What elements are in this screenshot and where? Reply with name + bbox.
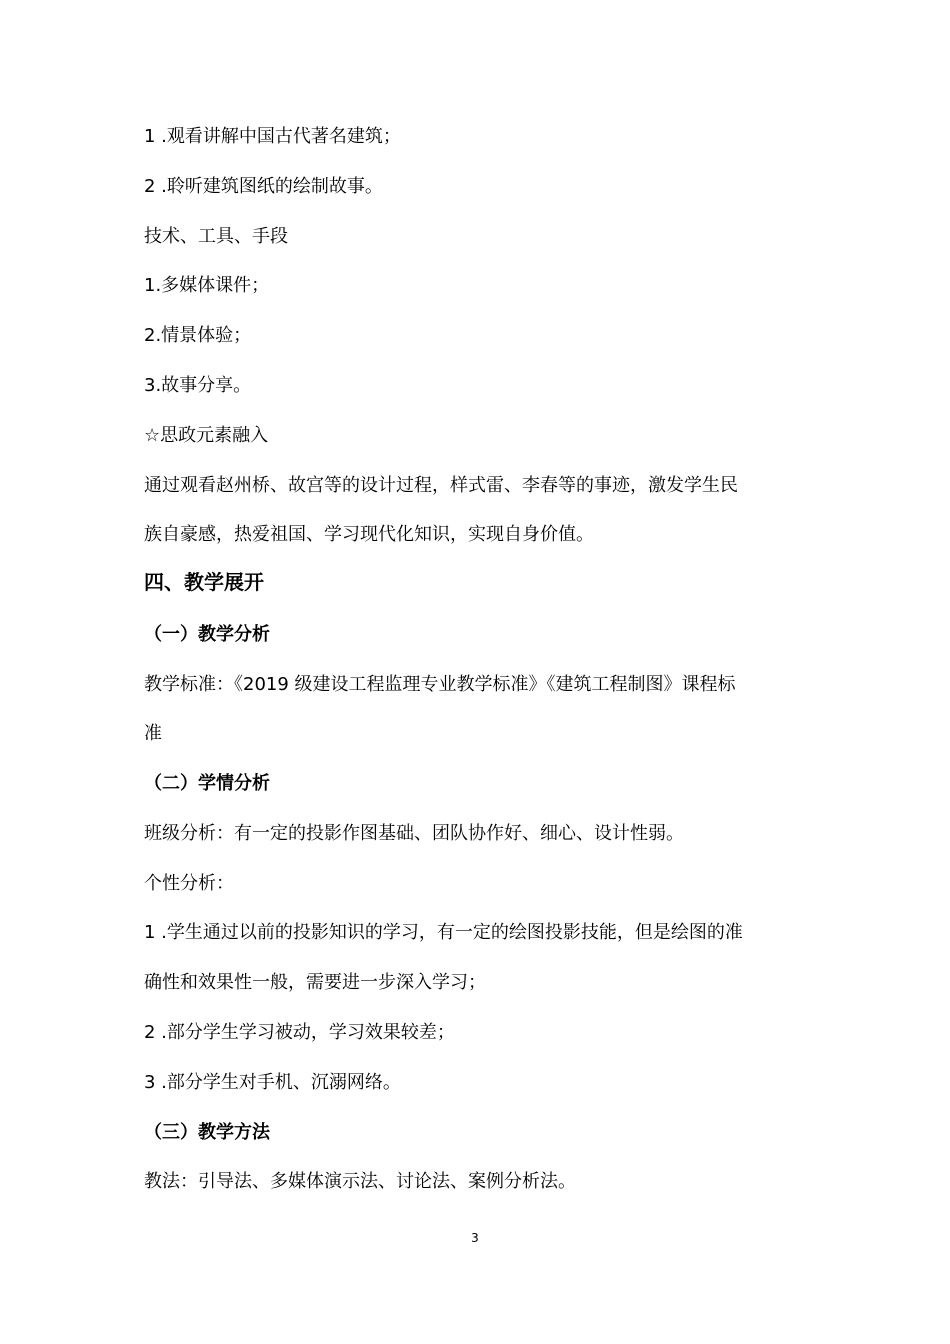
section-label-tools: 技术、工具、手段 — [144, 226, 288, 247]
paragraph-line: 教学标准：《2019 级建设工程监理专业教学标准》《建筑工程制图》课程标 — [144, 674, 736, 695]
paragraph-line: 教法：引导法、多媒体演示法、讨论法、案例分析法。 — [144, 1171, 576, 1192]
list-item: 2 .部分学生学习被动，学习效果较差； — [144, 1022, 455, 1043]
heading-teaching-expansion: 四、教学展开 — [144, 570, 264, 594]
paragraph-line: 班级分析：有一定的投影作图基础、团队协作好、细心、设计性弱。 — [144, 823, 684, 844]
section-label-ideology: ☆思政元素融入 — [144, 425, 269, 446]
list-item-multimedia: 1.多媒体课件； — [144, 275, 270, 296]
paragraph-line: 族自豪感，热爱祖国、学习现代化知识，实现自身价值。 — [144, 524, 594, 545]
list-item: 3 .部分学生对手机、沉溺网络。 — [144, 1072, 401, 1093]
page-number: 3 — [471, 1231, 479, 1245]
list-item-drawing-story: 2 .聆听建筑图纸的绘制故事。 — [144, 176, 383, 197]
paragraph-line: 通过观看赵州桥、故宫等的设计过程，样式雷、李春等的事迹，激发学生民 — [144, 475, 738, 496]
list-item: 1 .学生通过以前的投影知识的学习，有一定的绘图投影技能，但是绘图的准 — [144, 922, 743, 943]
paragraph-line: 准 — [144, 723, 162, 744]
list-item-story-sharing: 3.故事分享。 — [144, 375, 252, 396]
list-item-scenario: 2.情景体验； — [144, 325, 252, 346]
subheading-student-analysis: （二）学情分析 — [144, 773, 270, 794]
list-item-watch-architecture: 1 .观看讲解中国古代著名建筑； — [144, 126, 401, 147]
subheading-teaching-analysis: （一）教学分析 — [144, 624, 270, 645]
subheading-teaching-methods: （三）教学方法 — [144, 1122, 270, 1143]
section-label-individual: 个性分析： — [144, 873, 234, 894]
paragraph-line: 确性和效果性一般，需要进一步深入学习； — [144, 972, 486, 993]
